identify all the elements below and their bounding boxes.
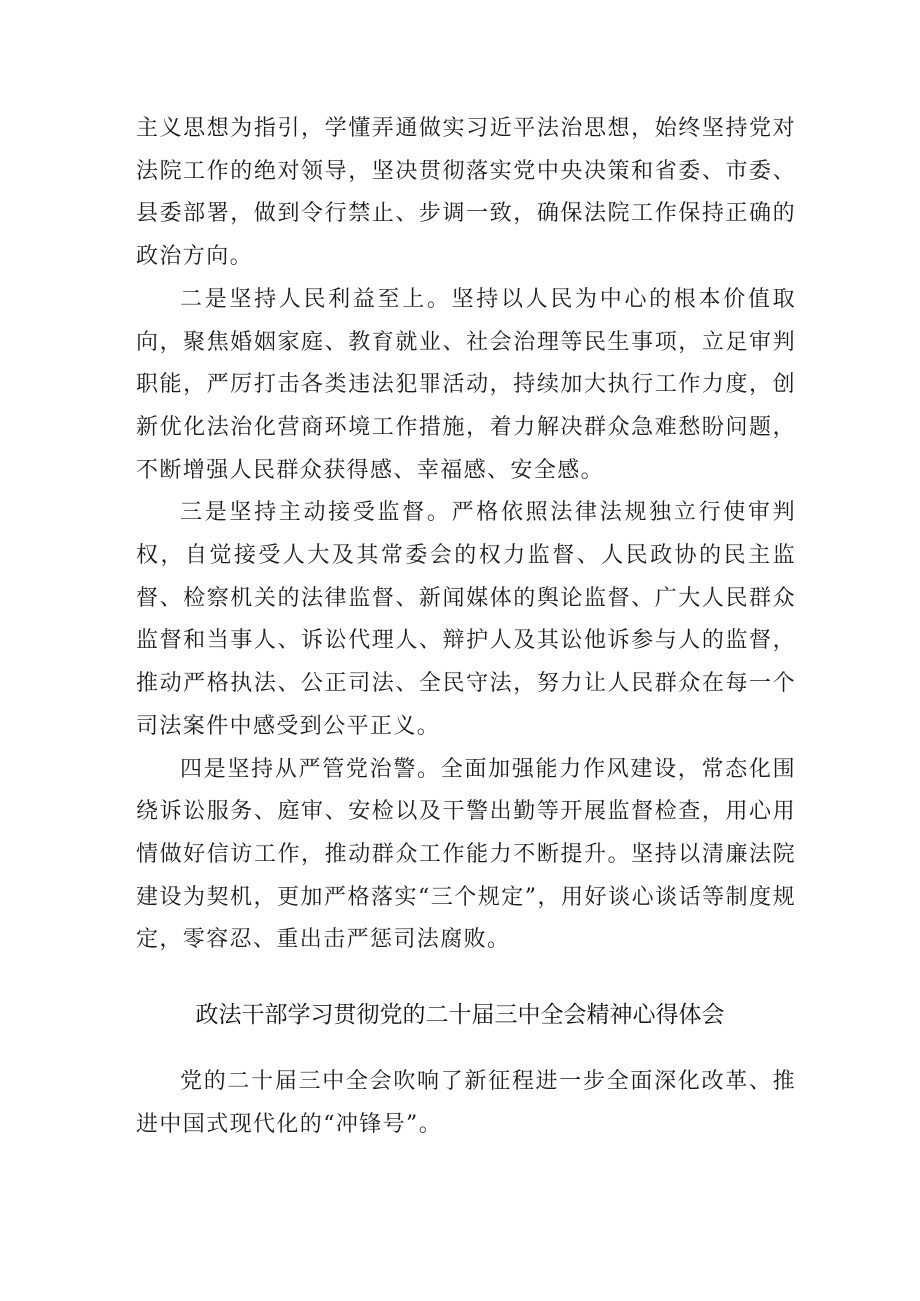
paragraph-point-four: 四是坚持从严管党治警。全面加强能力作风建设，常态化围绕诉讼服务、庭审、安检以及干警出勤等开展监督检查，用心用情做好信访工作，推动群众工作能力不断提升。坚持以清廉法院建设为契机，更加严格落实“三个规定”，用好谈心谈话等制度规定，零容忍、重出击严惩司法腐败。	[136, 756, 796, 953]
paragraph-intro: 党的二十届三中全会吹响了新征程进一步全面深化改革、推进中国式现代化的“冲锋号”。	[136, 1069, 796, 1137]
article-title: 政法干部学习贯彻党的二十届三中全会精神心得体会	[195, 1002, 725, 1028]
lower-body-text	[136, 1061, 796, 1146]
paragraph-point-two: 二是坚持人民利益至上。坚持以人民为中心的根本价值取向，聚焦婚姻家庭、教育就业、社会治理等民生事项，立足审判职能，严厉打击各类违法犯罪活动，持续加大执行工作力度，创新优化法治化营商环境工作措施，着力解决群众急难愁盼问题，不断增强人民群众获得感、幸福感、安全感。	[136, 286, 796, 483]
paragraph-continuation: 主义思想为指引，学懂弄通做实习近平法治思想，始终坚持党对法院工作的绝对领导，坚决贯彻落实党中央决策和省委、市委、县委部署，做到令行禁止、步调一致，确保法院工作保持正确的政治方向。	[136, 116, 796, 270]
upper-body-text	[136, 108, 796, 962]
paragraph-point-three: 三是坚持主动接受监督。严格依照法律法规独立行使审判权，自觉接受人大及其常委会的权力监督、人民政协的民主监督、检察机关的法律监督、新闻媒体的舆论监督、广大人民群众监督和当事人、诉讼代理人、辩护人及其讼他诉参与人的监督，推动严格执法、公正司法、全民守法，努力让人民群众在每一个司法案件中感受到公平正义。	[136, 500, 796, 739]
